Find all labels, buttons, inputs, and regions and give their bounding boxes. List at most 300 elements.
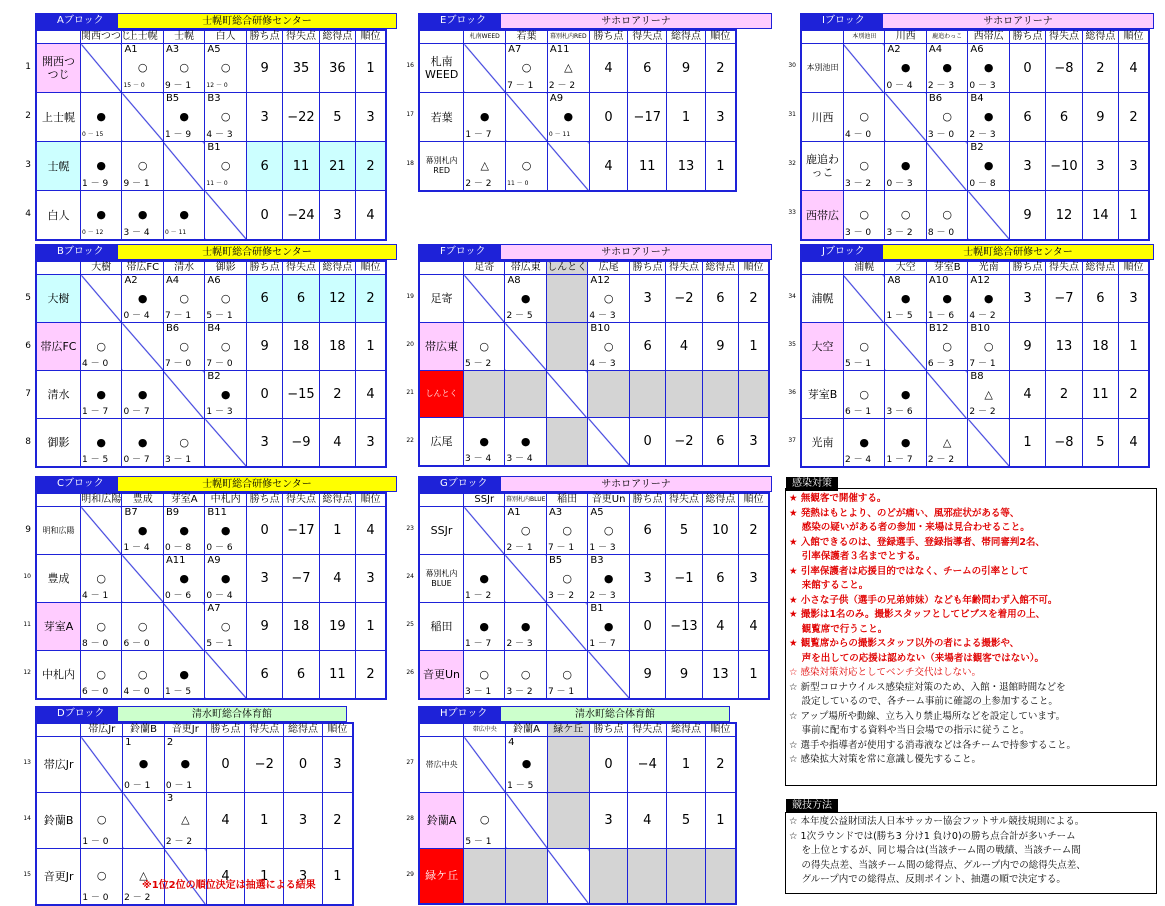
match-content [122, 603, 162, 650]
stat-cell: 0 [246, 507, 282, 555]
match-id: A3 [165, 44, 180, 55]
column-team: 緑ケ丘 [547, 723, 589, 737]
stat-cell: 2 [356, 275, 386, 323]
row-number: 2 [25, 111, 31, 121]
column-team: 帯広FC [122, 261, 163, 275]
result-mark: ● [179, 571, 189, 585]
match-content [844, 142, 884, 190]
match-score: 3 － 6 [886, 407, 913, 417]
stat-header: 得失点 [666, 261, 702, 275]
stat-cell: 1 [739, 323, 769, 371]
row-number: 11 [23, 620, 31, 628]
match-cell [505, 507, 546, 555]
block-name: Dブロック [35, 706, 117, 722]
match-content [122, 651, 162, 698]
row-number: 37 [788, 436, 796, 444]
stat-cell: 2 [705, 44, 736, 93]
match-cell [122, 44, 163, 93]
match-cell [122, 603, 163, 651]
column-team: 音更Jr [164, 723, 206, 737]
match-cell [464, 793, 506, 849]
match-cell [81, 849, 123, 906]
team-row [419, 603, 769, 651]
self-cell [205, 651, 246, 700]
column-team: 広尾 [588, 261, 629, 275]
row-number: 29 [406, 870, 414, 878]
result-mark: ○ [942, 110, 952, 124]
stat-cell: 2 [739, 275, 769, 323]
team-row [801, 191, 1149, 241]
match-score: 0 － 4 [206, 591, 233, 601]
match-score: 2 － 2 [465, 179, 492, 189]
match-cell [163, 191, 204, 241]
match-score: 6 － 3 [927, 359, 955, 369]
result-mark: ○ [479, 339, 490, 353]
match-score: 2 － 2 [124, 893, 151, 903]
result-mark: ● [220, 387, 231, 401]
match-score: 1 － 3 [589, 543, 616, 553]
match-cell [505, 651, 546, 700]
row-number: 36 [788, 388, 796, 396]
match-score: 8 － 0 [927, 228, 955, 238]
team-name: 音更Jr [36, 849, 81, 906]
result-mark: △ [564, 61, 573, 75]
match-content [81, 849, 122, 904]
stat-cell: 1 [245, 793, 284, 849]
self-cell [122, 323, 163, 371]
stat-cell: 3 [322, 737, 353, 793]
team-name: 広尾 [419, 418, 464, 467]
stat-cell: 3 [356, 555, 386, 603]
match-content [164, 651, 204, 698]
row-number: 35 [788, 340, 796, 348]
team-name: 音更Un [419, 651, 464, 700]
row-number: 4 [25, 209, 31, 219]
match-content [122, 507, 162, 554]
self-cell [163, 371, 204, 419]
stat-cell: 6 [702, 418, 738, 467]
match-content [844, 371, 884, 418]
stat-cell [702, 371, 738, 418]
match-cell [968, 275, 1009, 323]
self-cell [81, 275, 122, 323]
column-team: 清水 [163, 261, 204, 275]
stat-cell: −22 [283, 93, 319, 142]
match-id: B10 [590, 323, 610, 334]
match-score: 2 － 1 [506, 543, 533, 553]
empty-cell [464, 849, 506, 904]
team-row [36, 371, 386, 419]
result-mark: △ [984, 387, 993, 401]
match-score: 2 － 2 [548, 81, 576, 91]
match-content [81, 419, 121, 466]
match-score: 1 － 7 [82, 407, 109, 417]
team-name: 鈴蘭A [419, 793, 464, 849]
match-score: 0 － 1 [124, 781, 151, 791]
stat-header: 順位 [356, 30, 386, 44]
match-content [588, 507, 628, 554]
match-score: 1 － 9 [164, 130, 192, 140]
match-score: 3 － 0 [927, 130, 955, 140]
match-score: 1 － 7 [465, 639, 492, 649]
stat-cell: −4 [628, 737, 667, 793]
match-id: B11 [207, 507, 227, 518]
text-line: ★ 観覧席からの撮影スタッフ以外の者による撮影や、 [789, 638, 1020, 649]
text-line: 感染の疑いがある者の参加・来場は見合わせること。 [789, 522, 1030, 533]
match-score: 7 － 1 [507, 81, 534, 91]
match-score: 0 － 3 [969, 81, 996, 91]
match-cell [505, 275, 546, 323]
row-number: 1 [25, 62, 31, 72]
row-number: 27 [406, 758, 414, 766]
team-name: 大空 [801, 323, 843, 371]
match-id: A12 [590, 275, 610, 286]
match-id: B10 [970, 323, 990, 334]
team-row [36, 793, 353, 849]
match-content [464, 555, 504, 602]
match-score: 5 － 1 [206, 311, 233, 321]
stat-cell: 13 [702, 651, 738, 700]
match-id: B2 [207, 371, 221, 382]
header-row [419, 723, 736, 737]
column-team: 札南WEED [464, 30, 506, 44]
self-cell [505, 323, 546, 371]
self-cell [546, 603, 587, 651]
stat-cell: 1 [667, 93, 706, 142]
match-cell [968, 93, 1009, 142]
stat-cell: 14 [1082, 191, 1118, 241]
team-row [36, 419, 386, 468]
stat-header: 得失点 [1046, 30, 1082, 44]
match-id: A11 [165, 555, 186, 566]
self-cell [163, 142, 204, 191]
stat-header: 勝ち点 [246, 30, 282, 44]
result-mark: ○ [96, 571, 107, 585]
result-mark: ● [900, 61, 911, 75]
standings-table [418, 492, 770, 700]
venue-name: サホロアリーナ [500, 476, 772, 492]
team-name: 幕別札内BLUE [419, 555, 464, 603]
row-number: 18 [406, 160, 414, 167]
column-team: 帯広Jr [81, 723, 123, 737]
match-cell [81, 142, 122, 191]
result-mark: ● [983, 291, 994, 305]
result-mark: ● [942, 61, 952, 75]
text-line: の得失点差、当該チーム間の総得点、グループ内での総得失点差、 [789, 859, 1086, 871]
stat-cell: 6 [628, 44, 667, 93]
self-cell [122, 555, 163, 603]
match-content [205, 555, 245, 602]
match-cell [163, 419, 204, 468]
text-line: ★ 撮影は1名のみ。撮影スタッフとしてビブスを着用の上、 [789, 609, 1046, 620]
stat-cell [589, 849, 628, 904]
match-score: 3 － 1 [465, 687, 492, 697]
result-mark: ● [137, 208, 148, 222]
match-id: B4 [207, 323, 221, 334]
match-id: A1 [507, 507, 521, 518]
block-name: Jブロック [800, 244, 882, 260]
match-score: 4 － 3 [206, 130, 233, 140]
match-score: 2 － 5 [506, 311, 533, 321]
match-content [927, 323, 967, 370]
match-content [164, 507, 204, 554]
match-id: B3 [207, 93, 221, 104]
block-name: Gブロック [418, 476, 500, 492]
stat-cell: 2 [319, 371, 355, 419]
stat-cell: −7 [1046, 275, 1082, 323]
team-name: 鹿追わっこ [801, 142, 843, 191]
match-content [464, 651, 504, 698]
match-content [506, 142, 547, 190]
corner-cell [36, 493, 81, 507]
row-number: 30 [788, 62, 796, 69]
match-content [506, 737, 547, 792]
match-cell [843, 142, 884, 191]
match-id: A4 [928, 44, 943, 55]
match-cell [885, 44, 926, 93]
match-cell [163, 44, 204, 93]
stat-cell: 4 [319, 419, 355, 468]
stat-cell: 3 [589, 793, 628, 849]
stat-cell: 1 [667, 737, 706, 793]
stat-cell: 6 [629, 507, 665, 555]
match-score: 3 － 2 [886, 228, 913, 238]
result-mark: △ [942, 435, 952, 449]
stat-header: 順位 [705, 30, 736, 44]
stat-cell: 6 [629, 323, 665, 371]
match-score: 11 － 0 [206, 180, 228, 187]
match-id: A3 [548, 507, 563, 518]
match-score: 1 － 5 [886, 311, 913, 321]
match-cell [81, 93, 122, 142]
header-row [36, 723, 353, 737]
result-mark: ● [137, 435, 148, 449]
result-mark: ○ [179, 435, 189, 449]
self-cell [81, 737, 123, 793]
stat-header: 得失点 [283, 30, 319, 44]
match-content [464, 323, 504, 370]
match-cell [506, 737, 548, 793]
match-id: B1 [590, 603, 604, 614]
stat-cell: 3 [356, 93, 386, 142]
rules-lines [789, 815, 1086, 888]
venue-name: サホロアリーナ [500, 244, 772, 260]
team-name: 幕別札内RED [419, 142, 464, 192]
match-id: A5 [590, 507, 604, 518]
stat-header: 勝ち点 [629, 493, 665, 507]
match-cell [164, 793, 206, 849]
team-row [36, 651, 386, 700]
match-id: B6 [928, 93, 943, 104]
match-content [464, 93, 505, 141]
self-cell [123, 793, 165, 849]
stat-cell: 21 [319, 142, 355, 191]
stat-cell: 1 [356, 603, 386, 651]
match-content [205, 44, 245, 92]
self-cell [81, 507, 122, 555]
match-cell [843, 93, 884, 142]
team-name: しんとく [419, 371, 464, 418]
stat-cell: 2 [322, 793, 353, 849]
stat-cell: 9 [246, 323, 282, 371]
stat-cell: 6 [702, 555, 738, 603]
match-score: 2 － 2 [927, 455, 955, 465]
match-content [547, 651, 587, 698]
stat-header: 順位 [739, 261, 769, 275]
team-name: 浦幌 [801, 275, 843, 323]
match-content [548, 44, 589, 92]
result-mark: ● [520, 291, 531, 305]
stat-header: 順位 [356, 261, 386, 275]
match-score: 2 － 3 [969, 130, 996, 140]
stat-cell: −24 [283, 191, 319, 241]
stat-cell: 3 [284, 849, 323, 906]
self-cell [506, 93, 548, 142]
result-mark: ● [137, 523, 148, 537]
match-cell [205, 44, 246, 93]
result-mark: ○ [942, 339, 952, 353]
self-cell [464, 507, 505, 555]
result-mark: ● [96, 110, 107, 124]
team-row [419, 651, 769, 700]
block-name: Aブロック [35, 13, 117, 29]
empty-cell [547, 737, 589, 793]
stat-cell: 2 [356, 651, 386, 700]
self-cell [547, 142, 589, 192]
match-content [164, 323, 204, 370]
result-mark: ○ [859, 387, 870, 401]
stat-cell: 4 [356, 191, 386, 241]
match-cell [122, 191, 163, 241]
team-row [801, 93, 1149, 142]
block-name: Bブロック [35, 244, 117, 260]
team-name: 帯広Jr [36, 737, 81, 793]
stat-cell: 4 [666, 323, 702, 371]
match-score: 1 － 5 [164, 687, 192, 697]
match-content [81, 191, 121, 239]
match-score: 3 － 2 [506, 687, 533, 697]
match-cell [968, 142, 1009, 191]
match-score: 4 － 1 [82, 591, 109, 601]
stat-cell: 1 [322, 849, 353, 906]
match-content [122, 275, 162, 322]
row-number: 13 [23, 758, 31, 766]
stat-cell: 4 [356, 507, 386, 555]
column-team: 中札内 [205, 493, 246, 507]
stat-cell: 1 [739, 651, 769, 700]
match-content [464, 793, 505, 848]
stat-cell: 6 [246, 142, 282, 191]
stat-cell: 9 [246, 44, 282, 93]
column-team: 鈴蘭A [506, 723, 548, 737]
match-content [885, 142, 925, 190]
result-mark: ● [520, 619, 531, 633]
row-number: 24 [406, 572, 414, 580]
stat-header: 得失点 [283, 261, 319, 275]
match-content [165, 793, 206, 848]
match-score: 0 － 4 [123, 311, 150, 321]
match-cell [926, 275, 967, 323]
match-cell [506, 44, 548, 93]
match-cell [547, 93, 589, 142]
team-name: 清水 [36, 371, 81, 419]
stat-cell: 0 [246, 371, 282, 419]
block-name: Fブロック [418, 244, 500, 260]
match-score: 0 － 8 [164, 543, 192, 553]
team-row [801, 142, 1149, 191]
venue-name: 清水町総合体育館 [500, 706, 730, 722]
column-team: 芽室B [926, 261, 967, 275]
stat-cell: 11 [628, 142, 667, 192]
match-cell [205, 93, 246, 142]
stat-cell: 2 [739, 507, 769, 555]
match-cell [205, 371, 246, 419]
column-team: 豊成 [122, 493, 163, 507]
result-mark: ○ [859, 339, 870, 353]
match-content [165, 737, 206, 792]
self-cell [588, 651, 629, 700]
team-row [419, 418, 769, 467]
self-cell [843, 275, 884, 323]
team-name: 緑ケ丘 [419, 849, 464, 904]
stat-header: 総得点 [1082, 30, 1118, 44]
stat-cell: 3 [246, 419, 282, 468]
match-cell [588, 275, 629, 323]
match-content [885, 275, 925, 322]
match-score: 3 － 0 [844, 228, 872, 238]
match-cell [122, 651, 163, 700]
result-mark: ● [479, 434, 490, 448]
match-content [81, 651, 121, 698]
match-cell [205, 603, 246, 651]
text-line: 来館すること。 [789, 580, 869, 591]
stat-cell: 6 [246, 651, 282, 700]
team-name: 中札内 [36, 651, 81, 700]
match-cell [546, 651, 587, 700]
match-score: 3 － 2 [547, 591, 575, 601]
result-mark: ○ [859, 208, 870, 222]
match-content [844, 419, 884, 466]
team-name: 帯広FC [36, 323, 81, 371]
match-id: 1 [125, 737, 132, 748]
header-row [801, 261, 1149, 275]
result-mark: ● [179, 208, 189, 222]
stat-cell: 3 [1119, 142, 1149, 191]
stat-cell: 4 [1119, 44, 1149, 93]
column-team: 稲田 [546, 493, 587, 507]
match-content [588, 603, 628, 650]
match-content [81, 371, 121, 418]
result-mark: ○ [603, 523, 614, 537]
result-mark: ● [900, 387, 911, 401]
result-mark: ○ [859, 159, 870, 173]
column-team: 鹿追わっこ [926, 30, 967, 44]
match-cell [885, 142, 926, 191]
stat-cell: 6 [1009, 93, 1045, 142]
corner-cell [419, 261, 464, 275]
match-cell [588, 555, 629, 603]
row-number: 26 [406, 668, 414, 676]
stat-header: 総得点 [667, 723, 706, 737]
stat-header: 得失点 [666, 493, 702, 507]
stat-header: 得失点 [628, 723, 667, 737]
match-cell [885, 371, 926, 419]
stat-cell: −7 [283, 555, 319, 603]
match-score: 0 － 4 [886, 81, 913, 91]
self-cell [588, 418, 629, 467]
team-row [419, 737, 736, 793]
team-name: 帯広中央 [419, 737, 464, 793]
